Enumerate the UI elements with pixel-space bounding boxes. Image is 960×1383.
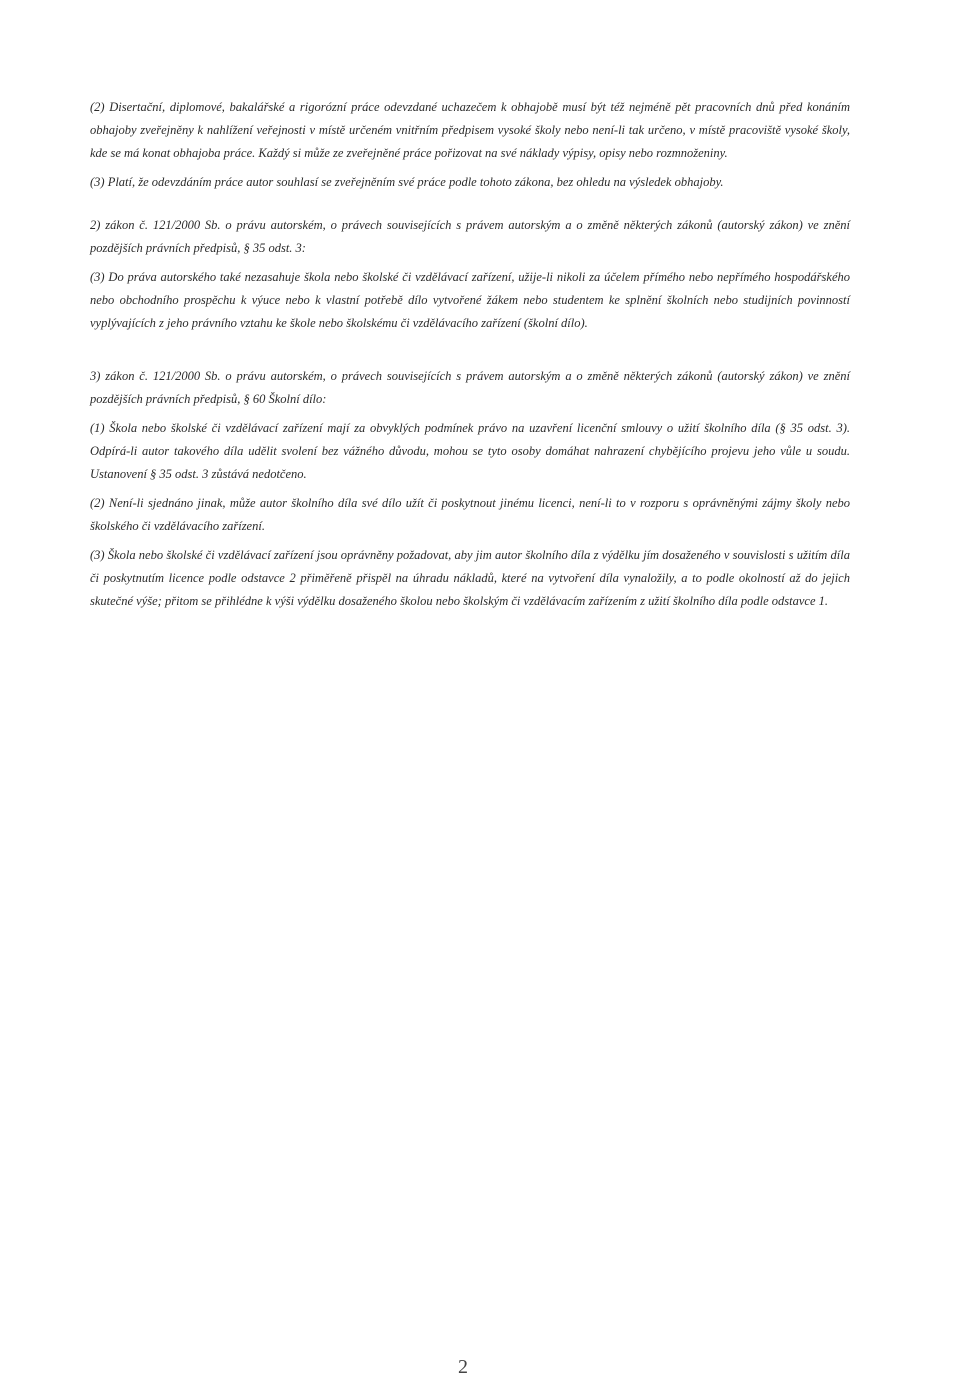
paragraph-3: (3) Platí, že odevzdáním práce autor souhlasí se zveřejněním své práce podle tohoto zákona, bez ohledu na výsledek obhajoby.: [90, 175, 724, 189]
page-number: 2: [458, 1356, 468, 1378]
paragraph-2: (2) Disertační, diplomové, bakalářské a rigorózní práce odevzdané uchazečem k obhajobě musí být též nejméně pět pracovních dnů před konáním obhajoby zveřejněny k nahlížení veřejnosti v místě určeném vnitřním předpisem vysoké školy nebo není-li tak určeno, v místě pracoviště vysoké školy, kde se má konat obhajoba práce. Každý si může ze zveřejněné práce pořizovat na své náklady výpisy, opisy nebo rozmnoženiny.: [90, 100, 850, 160]
reference-3-paragraph-2: (2) Není-li sjednáno jinak, může autor školního díla své dílo užít či poskytnout jinému licenci, není-li to v rozporu s oprávněnými zájmy školy nebo školského či vzdělávacího zařízení.: [90, 496, 850, 533]
reference-2-heading: 2) zákon č. 121/2000 Sb. o právu autorském, o právech souvisejících s právem autorským a o změně některých zákonů (autorský zákon) ve znění pozdějších právních předpisů, § 35 odst. 3:: [90, 218, 850, 255]
document-body: [90, 96, 850, 613]
reference-3-heading: 3) zákon č. 121/2000 Sb. o právu autorském, o právech souvisejících s právem autorským a o změně některých zákonů (autorský zákon) ve znění pozdějších právních předpisů, § 60 Školní dílo:: [90, 369, 850, 406]
reference-3-paragraph-1: (1) Škola nebo školské či vzdělávací zařízení mají za obvyklých podmínek právo na uzavření licenční smlouvy o užití školního díla (§ 35 odst. 3). Odpírá-li autor takového díla udělit svolení bez vážného důvodu, mohou se tyto osoby domáhat nahrazení chybějícího projevu jeho vůle u soudu. Ustanovení § 35 odst. 3 zůstává nedotčeno.: [90, 421, 850, 481]
reference-2-text: (3) Do práva autorského také nezasahuje škola nebo školské či vzdělávací zařízení, užije-li nikoli za účelem přímého nebo nepřímého hospodářského nebo obchodního prospěchu k výuce nebo k vlastní potřebě dílo vytvořené žákem nebo studentem ke splnění školních nebo studijních povinností vyplývajících z jeho právního vztahu ke škole nebo školskému či vzdělávacího zařízení (školní dílo).: [90, 270, 850, 330]
reference-3-paragraph-3: (3) Škola nebo školské či vzdělávací zařízení jsou oprávněny požadovat, aby jim autor školního díla z výdělku jím dosaženého v souvislosti s užitím díla či poskytnutím licence podle odstavce 2 přiměřeně přispěl na úhradu nákladů, které na vytvoření díla vynaložily, a to podle okolností až do jejich skutečné výše; přitom se přihlédne k výši výdělku dosaženého školou nebo školským či vzdělávacím zařízením z užití školního díla podle odstavce 1.: [90, 548, 850, 608]
